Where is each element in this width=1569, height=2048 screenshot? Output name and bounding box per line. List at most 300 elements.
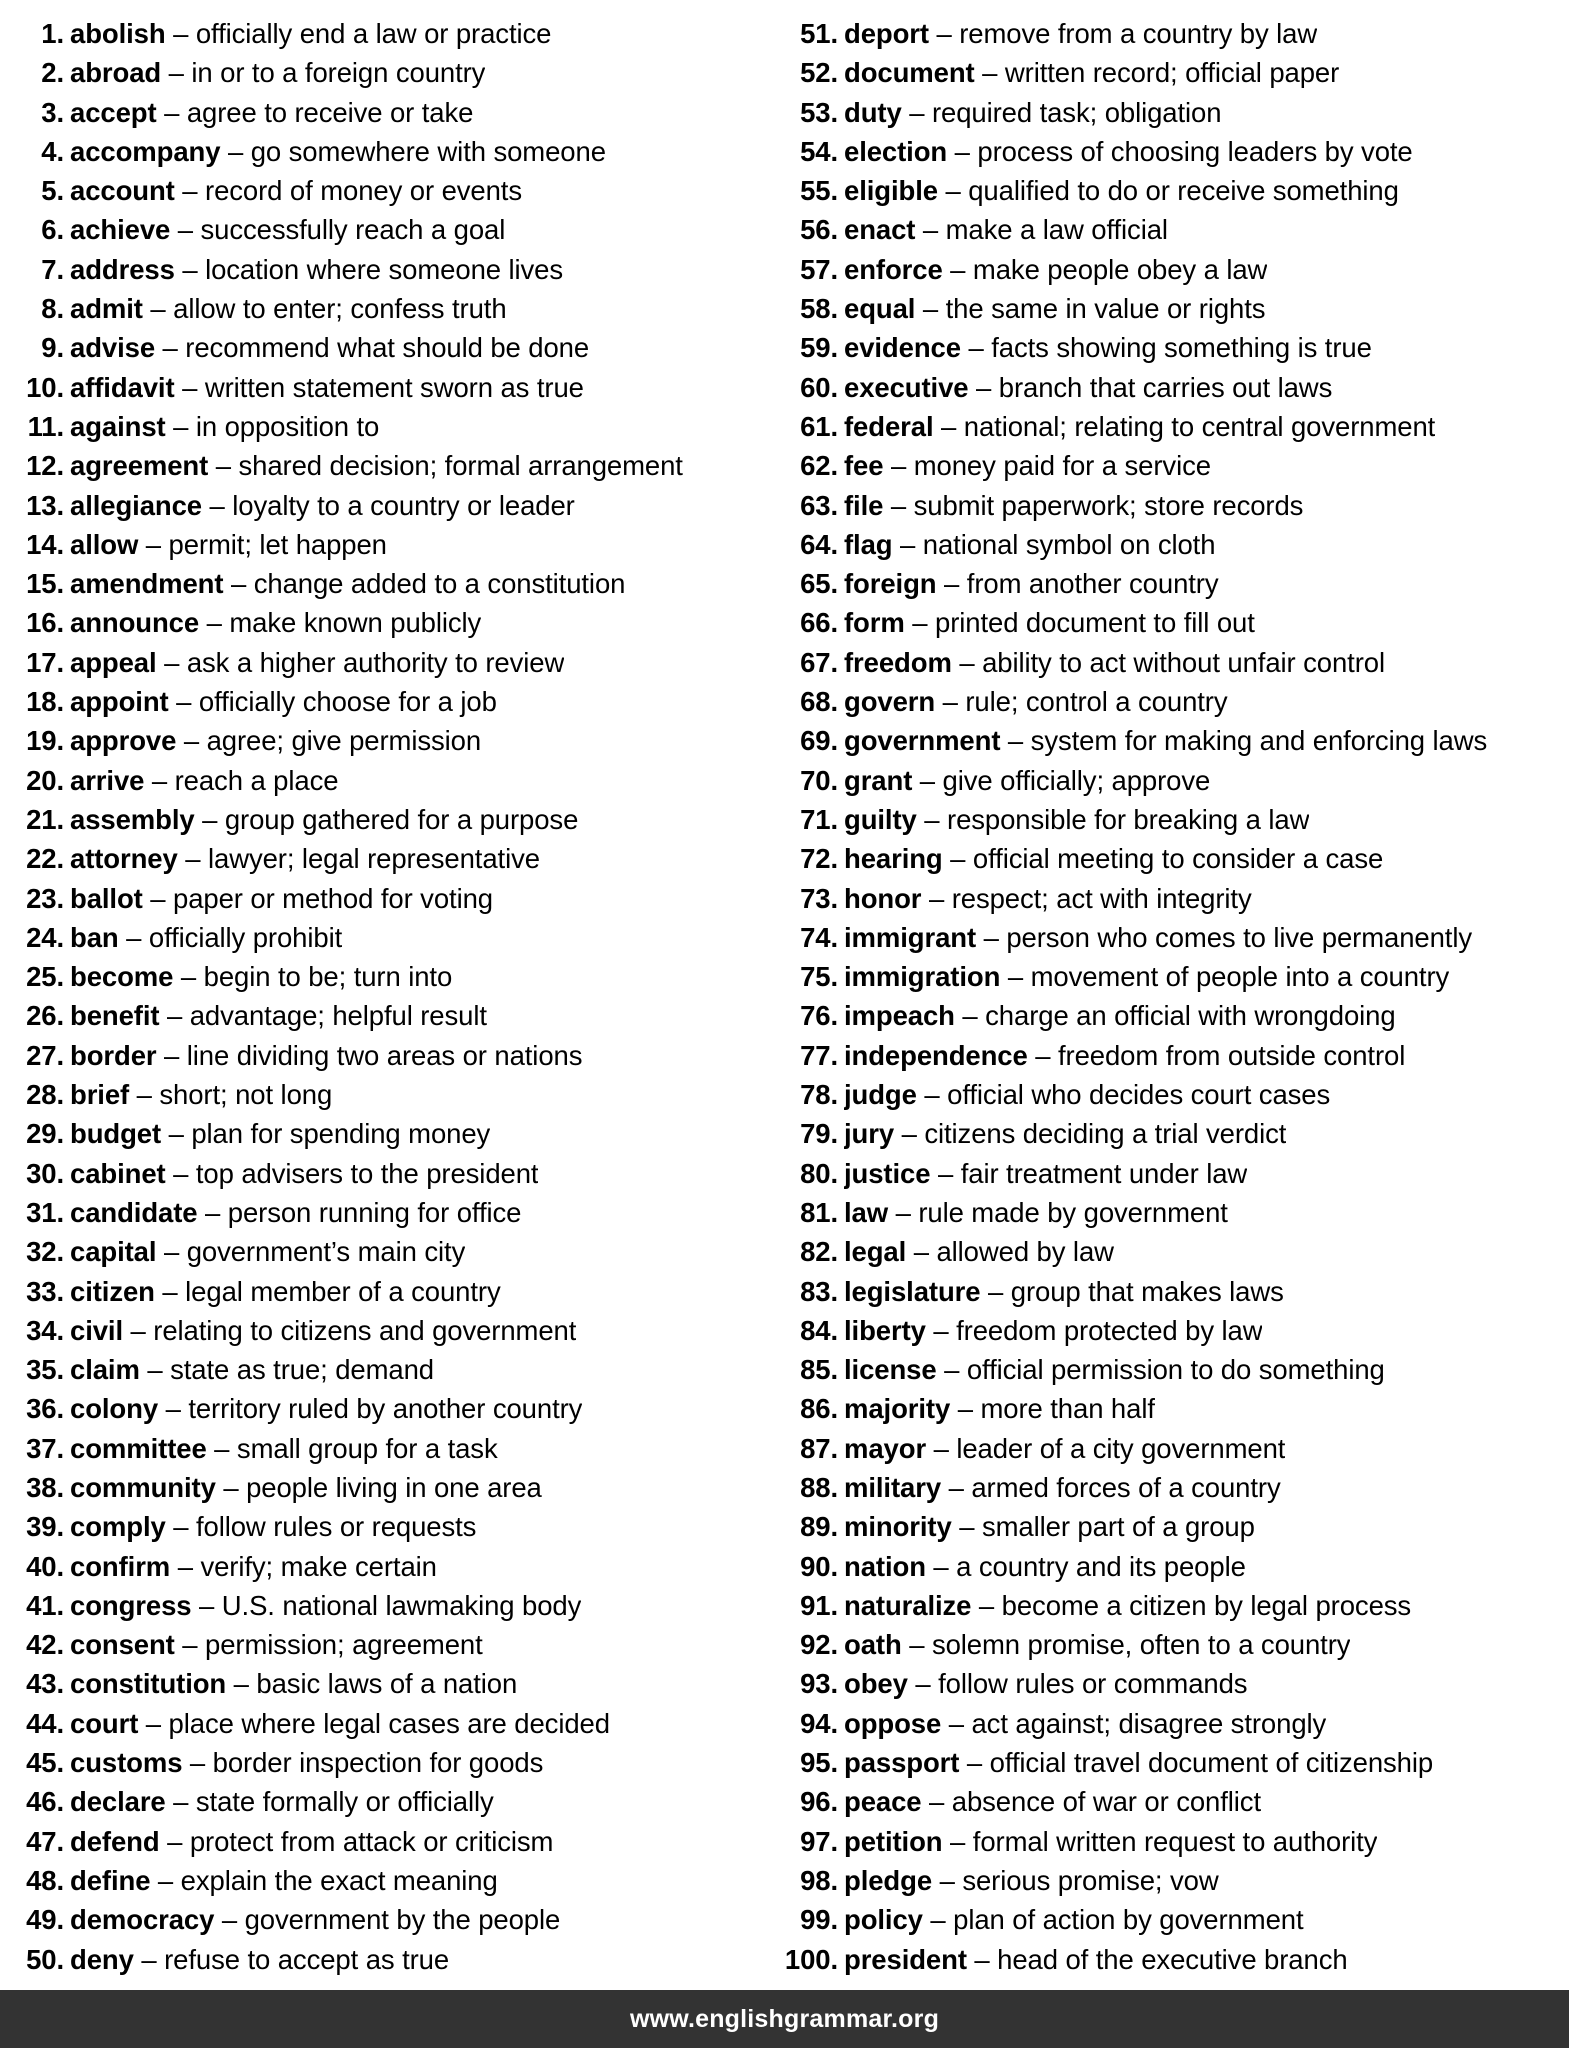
entry-word: admit bbox=[70, 293, 143, 325]
vocabulary-entry bbox=[8, 839, 760, 878]
entry-definition: citizens deciding a trial verdict bbox=[924, 1118, 1287, 1150]
vocabulary-entry bbox=[782, 1232, 1569, 1271]
entry-dash-separator: – bbox=[197, 1196, 228, 1228]
entry-number: 14. bbox=[26, 528, 64, 560]
entry-definition: official who decides court cases bbox=[947, 1079, 1331, 1111]
vocabulary-entry bbox=[8, 643, 760, 682]
entry-number: 100. bbox=[784, 1943, 838, 1975]
entry-dash-separator: – bbox=[942, 253, 973, 285]
entry-number: 66. bbox=[800, 607, 838, 639]
entry-body bbox=[70, 1154, 538, 1193]
entry-number: 67. bbox=[800, 646, 838, 678]
entry-number: 77. bbox=[800, 1039, 838, 1071]
entry-definition: successfully reach a goal bbox=[200, 214, 506, 246]
entry-dash-separator: – bbox=[174, 175, 206, 207]
entry-body bbox=[70, 1940, 449, 1979]
vocabulary-entry bbox=[782, 1193, 1569, 1232]
entry-dash-separator: – bbox=[208, 450, 239, 482]
entry-body bbox=[70, 486, 575, 525]
vocabulary-entry bbox=[8, 721, 760, 760]
entry-definition: absence of war or conflict bbox=[951, 1786, 1261, 1818]
entry-body bbox=[844, 1154, 1247, 1193]
entry-word: minority bbox=[844, 1511, 952, 1543]
entry-number: 58. bbox=[800, 293, 838, 325]
entry-dash-separator: – bbox=[159, 1000, 190, 1032]
entry-body bbox=[70, 1075, 332, 1114]
entry-word: ballot bbox=[70, 882, 143, 914]
vocabulary-entry bbox=[782, 564, 1569, 603]
entry-number: 88. bbox=[800, 1471, 838, 1503]
entry-dash-separator: – bbox=[168, 686, 199, 718]
entry-body bbox=[844, 721, 1487, 760]
entry-dash-separator: – bbox=[1000, 725, 1031, 757]
entry-number: 45. bbox=[26, 1747, 64, 1779]
vocabulary-entry bbox=[8, 210, 760, 249]
entry-number: 83. bbox=[800, 1275, 838, 1307]
entry-word: freedom bbox=[844, 646, 952, 678]
entry-dash-separator: – bbox=[1000, 961, 1031, 993]
entry-body bbox=[844, 1586, 1411, 1625]
entry-dash-separator: – bbox=[215, 1471, 247, 1503]
entry-number: 70. bbox=[800, 764, 838, 796]
entry-dash-separator: – bbox=[915, 293, 946, 325]
entry-body bbox=[844, 1075, 1330, 1114]
entry-body bbox=[844, 1272, 1284, 1311]
entry-word: address bbox=[70, 253, 175, 285]
vocabulary-entry bbox=[782, 1311, 1569, 1350]
entry-word: judge bbox=[844, 1079, 917, 1111]
entry-dash-separator: – bbox=[936, 1354, 967, 1386]
entry-number: 41. bbox=[26, 1589, 64, 1621]
entry-dash-separator: – bbox=[138, 1707, 169, 1739]
vocabulary-entry bbox=[782, 1743, 1569, 1782]
entry-definition: permit; let happen bbox=[168, 528, 387, 560]
entry-dash-separator: – bbox=[118, 921, 149, 953]
entry-dash-separator: – bbox=[971, 1589, 1002, 1621]
entry-body bbox=[844, 996, 1396, 1035]
entry-definition: official travel document of citizenship bbox=[989, 1747, 1434, 1779]
entry-definition: state formally or officially bbox=[195, 1786, 494, 1818]
entry-body bbox=[70, 407, 379, 446]
entry-dash-separator: – bbox=[161, 57, 192, 89]
entry-definition: government’s main city bbox=[186, 1236, 466, 1268]
entry-word: evidence bbox=[844, 332, 961, 364]
vocabulary-entry bbox=[782, 14, 1569, 53]
entry-number: 49. bbox=[26, 1904, 64, 1936]
entry-word: file bbox=[844, 489, 884, 521]
entry-definition: rule; control a country bbox=[965, 686, 1228, 718]
vocabulary-entry bbox=[8, 93, 760, 132]
entry-number: 93. bbox=[800, 1668, 838, 1700]
entry-word: defend bbox=[70, 1825, 160, 1857]
vocabulary-entry bbox=[782, 1429, 1569, 1468]
entry-definition: official permission to do something bbox=[966, 1354, 1385, 1386]
entry-number: 90. bbox=[800, 1550, 838, 1582]
entry-word: military bbox=[844, 1471, 942, 1503]
entry-number: 59. bbox=[800, 332, 838, 364]
entry-body bbox=[70, 721, 481, 760]
entry-dash-separator: – bbox=[980, 1275, 1011, 1307]
entry-word: peace bbox=[844, 1786, 922, 1818]
entry-body bbox=[70, 93, 473, 132]
entry-number: 95. bbox=[800, 1747, 838, 1779]
vocabulary-entry bbox=[782, 682, 1569, 721]
entry-body bbox=[70, 1114, 490, 1153]
entry-definition: people living in one area bbox=[246, 1471, 542, 1503]
entry-number: 52. bbox=[800, 57, 838, 89]
entry-body bbox=[70, 996, 487, 1035]
entry-dash-separator: – bbox=[156, 1039, 187, 1071]
entry-number: 40. bbox=[26, 1550, 64, 1582]
entry-dash-separator: – bbox=[154, 1275, 186, 1307]
entry-definition: refuse to accept as true bbox=[164, 1943, 450, 1975]
entry-definition: person running for office bbox=[227, 1196, 522, 1228]
entry-body bbox=[844, 132, 1413, 171]
vocabulary-entry bbox=[8, 603, 760, 642]
entry-body bbox=[70, 1272, 501, 1311]
entry-definition: verify; make certain bbox=[200, 1550, 437, 1582]
vocabulary-entry bbox=[782, 171, 1569, 210]
entry-body bbox=[844, 1311, 1262, 1350]
entry-word: equal bbox=[844, 293, 916, 325]
vocabulary-entry bbox=[782, 210, 1569, 249]
entry-definition: ask a higher authority to review bbox=[186, 646, 565, 678]
entry-definition: remove from a country by law bbox=[959, 18, 1318, 49]
entry-body bbox=[70, 289, 507, 328]
entry-dash-separator: – bbox=[150, 1864, 181, 1896]
entry-dash-separator: – bbox=[174, 371, 205, 403]
entry-body bbox=[70, 171, 522, 210]
vocabulary-entry bbox=[8, 1429, 760, 1468]
entry-definition: location where someone lives bbox=[205, 253, 564, 285]
entry-definition: legal member of a country bbox=[185, 1275, 501, 1307]
vocabulary-entry bbox=[8, 132, 760, 171]
entry-body bbox=[844, 1547, 1246, 1586]
entry-body bbox=[844, 879, 1252, 918]
vocabulary-entry bbox=[782, 1075, 1569, 1114]
entry-number: 2. bbox=[41, 57, 64, 89]
entry-body bbox=[70, 250, 563, 289]
vocabulary-entry bbox=[8, 1664, 760, 1703]
entry-number: 78. bbox=[800, 1079, 838, 1111]
vocabulary-entry bbox=[8, 879, 760, 918]
entry-definition: written statement sworn as true bbox=[204, 371, 584, 403]
entry-body bbox=[844, 250, 1267, 289]
vocabulary-entry bbox=[782, 486, 1569, 525]
entry-definition: branch that carries out laws bbox=[998, 371, 1333, 403]
vocabulary-entry bbox=[782, 957, 1569, 996]
vocabulary-entry bbox=[782, 1507, 1569, 1546]
entry-number: 13. bbox=[26, 489, 64, 521]
entry-body bbox=[70, 1389, 582, 1428]
entry-body bbox=[844, 328, 1372, 367]
vocabulary-entry bbox=[8, 1625, 760, 1664]
vocabulary-column-left bbox=[0, 14, 760, 1979]
entry-definition: plan for spending money bbox=[191, 1118, 491, 1150]
entry-dash-separator: – bbox=[156, 646, 187, 678]
entry-number: 80. bbox=[800, 1157, 838, 1189]
entry-number: 74. bbox=[800, 921, 838, 953]
entry-definition: ability to act without unfair control bbox=[982, 646, 1385, 678]
entry-body bbox=[844, 1036, 1405, 1075]
entry-definition: make known publicly bbox=[229, 607, 482, 639]
entry-definition: in opposition to bbox=[195, 410, 380, 442]
entry-body bbox=[844, 1193, 1228, 1232]
entry-dash-separator: – bbox=[226, 1668, 257, 1700]
entry-word: obey bbox=[844, 1668, 908, 1700]
entry-dash-separator: – bbox=[932, 1864, 963, 1896]
entry-body bbox=[70, 1586, 581, 1625]
entry-dash-separator: – bbox=[165, 1786, 196, 1818]
entry-dash-separator: – bbox=[155, 332, 186, 364]
entry-body bbox=[844, 1625, 1350, 1664]
entry-number: 96. bbox=[800, 1786, 838, 1818]
vocabulary-entry bbox=[8, 1900, 760, 1939]
entry-definition: make a law official bbox=[945, 214, 1168, 246]
entry-word: civil bbox=[70, 1314, 124, 1346]
vocabulary-entry bbox=[8, 1782, 760, 1821]
entry-definition: follow rules or commands bbox=[938, 1668, 1248, 1700]
entry-body bbox=[70, 1507, 476, 1546]
entry-definition: process of choosing leaders by vote bbox=[977, 135, 1413, 167]
entry-dash-separator: – bbox=[915, 214, 946, 246]
entry-definition: state as true; demand bbox=[170, 1354, 434, 1386]
vocabulary-entry bbox=[8, 564, 760, 603]
entry-definition: armed forces of a country bbox=[971, 1471, 1281, 1503]
entry-number: 27. bbox=[26, 1039, 64, 1071]
entry-number: 89. bbox=[800, 1511, 838, 1543]
vocabulary-entry bbox=[782, 1154, 1569, 1193]
entry-word: approve bbox=[70, 725, 177, 757]
entry-number: 79. bbox=[800, 1118, 838, 1150]
entry-word: candidate bbox=[70, 1196, 198, 1228]
entry-body bbox=[844, 93, 1221, 132]
entry-dash-separator: – bbox=[916, 1079, 948, 1111]
vocabulary-entry bbox=[8, 1940, 760, 1979]
entry-body bbox=[70, 879, 493, 918]
entry-definition: advantage; helpful result bbox=[189, 1000, 487, 1032]
vocabulary-entry bbox=[782, 1940, 1569, 1979]
entry-body bbox=[70, 1547, 437, 1586]
entry-body bbox=[844, 957, 1449, 996]
entry-definition: become a citizen by legal process bbox=[1001, 1589, 1412, 1621]
entry-body bbox=[70, 800, 578, 839]
entry-definition: explain the exact meaning bbox=[180, 1864, 498, 1896]
vocabulary-entry bbox=[782, 53, 1569, 92]
entry-definition: respect; act with integrity bbox=[951, 882, 1252, 914]
footer-website-url: www.englishgrammar.org bbox=[629, 2004, 940, 2033]
entry-body bbox=[844, 918, 1472, 957]
vocabulary-entry bbox=[782, 407, 1569, 446]
entry-number: 97. bbox=[800, 1825, 838, 1857]
entry-body bbox=[70, 132, 606, 171]
vocabulary-entry bbox=[8, 957, 760, 996]
entry-body bbox=[844, 682, 1228, 721]
vocabulary-entry bbox=[8, 486, 760, 525]
entry-body bbox=[70, 1429, 498, 1468]
entry-word: abolish bbox=[70, 18, 166, 49]
entry-definition: government by the people bbox=[244, 1904, 561, 1936]
vocabulary-entry bbox=[782, 800, 1569, 839]
entry-body bbox=[844, 1940, 1348, 1979]
entry-definition: officially end a law or practice bbox=[195, 18, 552, 49]
vocabulary-entry bbox=[782, 918, 1569, 957]
entry-definition: national symbol on cloth bbox=[922, 528, 1216, 560]
entry-word: allow bbox=[70, 528, 139, 560]
entry-dash-separator: – bbox=[170, 214, 201, 246]
entry-definition: line dividing two areas or nations bbox=[186, 1039, 583, 1071]
entry-dash-separator: – bbox=[907, 1668, 939, 1700]
vocabulary-entry bbox=[8, 525, 760, 564]
entry-dash-separator: – bbox=[922, 1904, 954, 1936]
entry-definition: agree; give permission bbox=[206, 725, 482, 757]
entry-dash-separator: – bbox=[976, 921, 1007, 953]
entry-definition: officially prohibit bbox=[148, 921, 343, 953]
entry-word: appoint bbox=[70, 686, 169, 718]
vocabulary-entry bbox=[782, 289, 1569, 328]
entry-word: colony bbox=[70, 1393, 159, 1425]
entry-definition: paper or method for voting bbox=[173, 882, 493, 914]
entry-body bbox=[70, 525, 387, 564]
vocabulary-entry bbox=[8, 1232, 760, 1271]
entry-dash-separator: – bbox=[161, 1118, 192, 1150]
entry-number: 38. bbox=[26, 1471, 64, 1503]
entry-body bbox=[70, 328, 589, 367]
vocabulary-entry bbox=[782, 1861, 1569, 1900]
entry-word: become bbox=[70, 961, 174, 993]
entry-word: agreement bbox=[70, 450, 209, 482]
entry-number: 75. bbox=[800, 961, 838, 993]
entry-body bbox=[844, 1664, 1247, 1703]
entry-dash-separator: – bbox=[165, 410, 196, 442]
entry-body bbox=[70, 1468, 542, 1507]
entry-word: jury bbox=[844, 1118, 895, 1150]
vocabulary-entry bbox=[782, 1114, 1569, 1153]
entry-definition: the same in value or rights bbox=[945, 293, 1266, 325]
entry-body bbox=[844, 1861, 1219, 1900]
entry-word: claim bbox=[70, 1354, 140, 1386]
entry-word: hearing bbox=[844, 843, 943, 875]
entry-dash-separator: – bbox=[888, 1196, 919, 1228]
entry-number: 99. bbox=[800, 1904, 838, 1936]
entry-definition: small group for a task bbox=[236, 1432, 498, 1464]
entry-body bbox=[70, 1861, 498, 1900]
vocabulary-entry bbox=[8, 53, 760, 92]
vocabulary-entry bbox=[782, 1625, 1569, 1664]
entry-dash-separator: – bbox=[174, 1629, 206, 1661]
vocabulary-entry bbox=[782, 1782, 1569, 1821]
entry-definition: movement of people into a country bbox=[1030, 961, 1450, 993]
entry-definition: officially choose for a job bbox=[198, 686, 497, 718]
entry-body bbox=[844, 1389, 1155, 1428]
entry-body bbox=[844, 1232, 1114, 1271]
entry-number: 15. bbox=[26, 568, 64, 600]
entry-word: petition bbox=[844, 1825, 943, 1857]
entry-word: arrive bbox=[70, 764, 145, 796]
entry-dash-separator: – bbox=[191, 1589, 222, 1621]
entry-dash-separator: – bbox=[892, 528, 923, 560]
vocabulary-entry bbox=[8, 1350, 760, 1389]
entry-number: 32. bbox=[26, 1236, 64, 1268]
entry-word: nation bbox=[844, 1550, 926, 1582]
entry-number: 37. bbox=[26, 1432, 64, 1464]
entry-number: 72. bbox=[800, 843, 838, 875]
entry-number: 20. bbox=[26, 764, 64, 796]
entry-body bbox=[70, 761, 338, 800]
entry-definition: money paid for a service bbox=[913, 450, 1211, 482]
entry-number: 39. bbox=[26, 1511, 64, 1543]
vocabulary-entry bbox=[8, 1075, 760, 1114]
entry-definition: reach a place bbox=[174, 764, 339, 796]
entry-definition: agree to receive or take bbox=[186, 96, 474, 128]
entry-body bbox=[70, 368, 584, 407]
entry-body bbox=[844, 171, 1399, 210]
entry-number: 64. bbox=[800, 528, 838, 560]
entry-number: 36. bbox=[26, 1393, 64, 1425]
entry-body bbox=[70, 1232, 465, 1271]
entry-body bbox=[70, 446, 683, 485]
entry-definition: fair treatment under law bbox=[960, 1157, 1248, 1189]
entry-word: define bbox=[70, 1864, 151, 1896]
entry-dash-separator: – bbox=[142, 293, 174, 325]
entry-number: 29. bbox=[26, 1118, 64, 1150]
entry-definition: shared decision; formal arrangement bbox=[238, 450, 683, 482]
entry-number: 21. bbox=[26, 803, 64, 835]
vocabulary-entry bbox=[8, 328, 760, 367]
entry-word: ban bbox=[70, 921, 119, 953]
entry-body bbox=[844, 1507, 1255, 1546]
entry-dash-separator: – bbox=[129, 1079, 160, 1111]
entry-word: enact bbox=[844, 214, 916, 246]
entry-dash-separator: – bbox=[159, 1825, 190, 1857]
entry-definition: national; relating to central government bbox=[963, 410, 1436, 442]
entry-dash-separator: – bbox=[894, 1118, 925, 1150]
entry-definition: official meeting to consider a case bbox=[972, 843, 1384, 875]
entry-number: 69. bbox=[800, 725, 838, 757]
entry-definition: leader of a city government bbox=[956, 1432, 1286, 1464]
entry-body bbox=[70, 1350, 434, 1389]
entry-dash-separator: – bbox=[223, 568, 254, 600]
entry-definition: lawyer; legal representative bbox=[207, 843, 540, 875]
entry-word: announce bbox=[70, 607, 200, 639]
entry-word: accept bbox=[70, 96, 157, 128]
entry-definition: begin to be; turn into bbox=[203, 961, 453, 993]
entry-word: eligible bbox=[844, 175, 938, 207]
entry-body bbox=[844, 289, 1265, 328]
entry-word: budget bbox=[70, 1118, 162, 1150]
entry-dash-separator: – bbox=[170, 1550, 201, 1582]
entry-word: cabinet bbox=[70, 1157, 166, 1189]
entry-body bbox=[844, 1468, 1281, 1507]
entry-word: consent bbox=[70, 1629, 175, 1661]
entry-body bbox=[844, 486, 1303, 525]
entry-definition: written record; official paper bbox=[1004, 57, 1340, 89]
entry-number: 12. bbox=[26, 450, 64, 482]
entry-number: 54. bbox=[800, 135, 838, 167]
entry-dash-separator: – bbox=[941, 1707, 972, 1739]
entry-word: attorney bbox=[70, 843, 178, 875]
vocabulary-entry bbox=[782, 1272, 1569, 1311]
entry-body bbox=[844, 1704, 1326, 1743]
entry-word: duty bbox=[844, 96, 902, 128]
entry-dash-separator: – bbox=[174, 253, 206, 285]
entry-dash-separator: – bbox=[202, 489, 233, 521]
entry-word: naturalize bbox=[844, 1589, 972, 1621]
entry-dash-separator: – bbox=[144, 764, 175, 796]
entry-number: 6. bbox=[41, 214, 64, 246]
entry-word: capital bbox=[70, 1236, 157, 1268]
entry-word: account bbox=[70, 175, 175, 207]
